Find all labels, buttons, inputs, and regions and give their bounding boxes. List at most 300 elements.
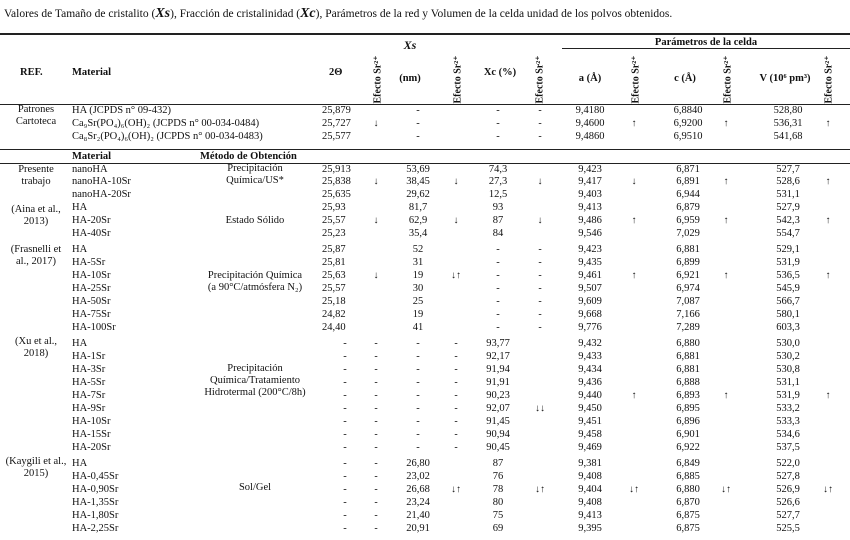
- xs-cell: -: [416, 429, 420, 440]
- two-theta-cell: -: [343, 510, 347, 521]
- efecto-cell: ↓: [631, 176, 637, 187]
- material-cell: HA-40Sr: [72, 228, 111, 239]
- ref-label: trabajo: [21, 176, 51, 187]
- header-c: c (Å): [674, 73, 696, 84]
- c-cell: 6,888: [676, 377, 700, 388]
- two-theta-cell: 25,57: [322, 215, 346, 226]
- xc-cell: -: [496, 244, 500, 255]
- c-cell: 7,087: [676, 296, 700, 307]
- xs-cell: 53,69: [406, 164, 430, 175]
- efecto-cell: -: [374, 364, 378, 375]
- xc-cell: 80: [492, 497, 504, 508]
- ref-label: Patrones: [17, 104, 55, 115]
- v-cell: 531,1: [776, 377, 800, 388]
- efecto-cell: ↓↑: [535, 484, 545, 495]
- material-cell: HA-1,80Sr: [72, 510, 119, 521]
- material-cell: nanoHA-20Sr: [72, 189, 131, 200]
- xc-cell: -: [496, 131, 500, 142]
- c-cell: 6,875: [676, 510, 700, 521]
- header-efecto-5: Efecto Sr²⁺: [722, 55, 734, 104]
- a-cell: 9,408: [578, 497, 602, 508]
- v-cell: 554,7: [776, 228, 800, 239]
- xc-cell: 69: [492, 523, 504, 534]
- material-cell: HA-50Sr: [72, 296, 111, 307]
- xs-cell: -: [416, 442, 420, 453]
- v-cell: 526,6: [776, 497, 800, 508]
- v-cell: 536,5: [776, 270, 800, 281]
- caption-text: ), Fracción de cristalinidad (: [170, 8, 301, 20]
- c-cell: 6,879: [676, 202, 700, 213]
- two-theta-cell: -: [343, 338, 347, 349]
- two-theta-cell: 25,87: [322, 244, 346, 255]
- c-cell: 6,922: [676, 442, 700, 453]
- two-theta-cell: -: [343, 429, 347, 440]
- two-theta-cell: 24,82: [322, 309, 346, 320]
- header-efecto-2: Efecto Sr²⁺: [452, 55, 464, 104]
- two-theta-cell: 25,57: [322, 283, 346, 294]
- efecto-cell: -: [374, 351, 378, 362]
- a-cell: 9,450: [578, 403, 602, 414]
- efecto-cell: -: [374, 429, 378, 440]
- xs-cell: 26,80: [406, 458, 430, 469]
- xs-cell: -: [416, 105, 420, 116]
- a-cell: 9,413: [578, 510, 602, 521]
- xs-cell: -: [416, 118, 420, 129]
- xs-cell: 41: [412, 322, 424, 333]
- ref-label: (Frasnelli et: [10, 244, 62, 255]
- c-cell: 6,944: [676, 189, 700, 200]
- two-theta-cell: -: [343, 484, 347, 495]
- ref-label: 2013): [23, 216, 49, 227]
- two-theta-cell: -: [343, 390, 347, 401]
- v-cell: 534,6: [776, 429, 800, 440]
- efecto-cell: -: [538, 105, 542, 116]
- v-cell: 531,9: [776, 390, 800, 401]
- efecto-cell: ↓: [453, 176, 459, 187]
- xc-cell: 76: [492, 471, 504, 482]
- a-cell: 9,436: [578, 377, 602, 388]
- material-cell: HA: [72, 338, 88, 349]
- efecto-cell: -: [374, 458, 378, 469]
- xs-cell: 35,4: [408, 228, 428, 239]
- two-theta-cell: -: [343, 458, 347, 469]
- efecto-cell: ↑: [825, 390, 831, 401]
- a-cell: 9,403: [578, 189, 602, 200]
- efecto-cell: -: [538, 270, 542, 281]
- a-cell: 9,435: [578, 257, 602, 268]
- material-cell: HA-5Sr: [72, 377, 106, 388]
- c-cell: 6,921: [676, 270, 700, 281]
- v-cell: 533,3: [776, 416, 800, 427]
- a-cell: 9,609: [578, 296, 602, 307]
- efecto-cell: -: [374, 338, 378, 349]
- v-cell: 541,68: [773, 131, 803, 142]
- c-cell: 6,881: [676, 364, 700, 375]
- a-cell: 9,404: [578, 484, 602, 495]
- a-cell: 9,423: [578, 244, 602, 255]
- xc-cell: 92,07: [486, 403, 510, 414]
- a-cell: 9,461: [578, 270, 602, 281]
- xc-cell: -: [496, 309, 500, 320]
- material-cell: HA-9Sr: [72, 403, 106, 414]
- material-cell: Ca₈Sr₂(PO₄)₆(OH)₂ (JCPDS n° 00-034-0483): [72, 131, 263, 142]
- header-efecto-3: Efecto Sr²⁺: [534, 55, 546, 104]
- v-cell: 525,5: [776, 523, 800, 534]
- c-cell: 7,289: [676, 322, 700, 333]
- material-cell: HA-5Sr: [72, 257, 106, 268]
- ref-label: Presente: [18, 164, 54, 175]
- v-cell: 528,6: [776, 176, 800, 187]
- a-cell: 9,4180: [575, 105, 605, 116]
- efecto-cell: ↓↑: [451, 484, 461, 495]
- xs-cell: 25: [412, 296, 424, 307]
- c-cell: 6,875: [676, 523, 700, 534]
- xc-cell: 87: [492, 458, 504, 469]
- xc-cell: 90,23: [486, 390, 510, 401]
- header-xs: Xs: [403, 38, 417, 52]
- v-cell: 527,7: [776, 164, 800, 175]
- c-cell: 6,893: [676, 390, 700, 401]
- v-cell: 603,3: [776, 322, 800, 333]
- two-theta-cell: 25,23: [322, 228, 346, 239]
- method-label: (a 90°C/atmósfera N₂): [207, 282, 303, 293]
- v-cell: 542,3: [776, 215, 800, 226]
- xc-cell: 27,3: [488, 176, 508, 187]
- material-cell: HA-2,25Sr: [72, 523, 119, 534]
- xs-cell: -: [416, 338, 420, 349]
- xc-cell: -: [496, 283, 500, 294]
- xs-cell: 81,7: [408, 202, 428, 213]
- two-theta-cell: 25,18: [322, 296, 346, 307]
- efecto-cell: -: [454, 442, 458, 453]
- xc-cell: 91,94: [486, 364, 510, 375]
- material-cell: HA-1,35Sr: [72, 497, 119, 508]
- xc-cell: 75: [492, 510, 504, 521]
- a-cell: 9,546: [578, 228, 602, 239]
- efecto-cell: -: [454, 377, 458, 388]
- c-cell: 6,881: [676, 244, 700, 255]
- c-cell: 6,899: [676, 257, 700, 268]
- material-cell: HA-10Sr: [72, 416, 111, 427]
- xc-cell: 12,5: [488, 189, 508, 200]
- xc-cell: -: [496, 322, 500, 333]
- method-label: Química/Tratamiento: [209, 375, 300, 386]
- efecto-cell: -: [538, 244, 542, 255]
- v-cell: 545,9: [776, 283, 800, 294]
- header-efecto-1: Efecto Sr²⁺: [372, 55, 384, 104]
- efecto-cell: -: [454, 351, 458, 362]
- xc-cell: -: [496, 257, 500, 268]
- xs-cell: 23,02: [406, 471, 430, 482]
- xs-cell: 38,45: [406, 176, 430, 187]
- xs-cell: 19: [412, 309, 424, 320]
- xc-cell: 91,45: [486, 416, 510, 427]
- two-theta-cell: 24,40: [322, 322, 346, 333]
- caption-text: ), Parámetros de la red y Volumen de la celda unidad de los polvos obtenidos.: [315, 8, 673, 20]
- efecto-cell: -: [454, 429, 458, 440]
- v-cell: 527,8: [776, 471, 800, 482]
- efecto-cell: ↓: [537, 215, 543, 226]
- efecto-cell: ↑: [723, 390, 729, 401]
- header-xc: Xc (%): [483, 67, 517, 78]
- xc-cell: 93: [492, 202, 504, 213]
- c-cell: 6,8840: [673, 105, 703, 116]
- ref-label: Cartoteca: [15, 116, 57, 127]
- ref-label: 2015): [23, 468, 49, 479]
- two-theta-cell: -: [343, 471, 347, 482]
- efecto-cell: ↓: [373, 176, 379, 187]
- efecto-cell: ↑: [631, 270, 637, 281]
- top-rule: [0, 33, 850, 35]
- v-cell: 530,0: [776, 338, 800, 349]
- c-cell: 6,871: [676, 164, 700, 175]
- header-efecto-4: Efecto Sr²⁺: [630, 55, 642, 104]
- a-cell: 9,4860: [575, 131, 605, 142]
- material-cell: HA-1Sr: [72, 351, 106, 362]
- two-theta-cell: -: [343, 416, 347, 427]
- efecto-cell: -: [538, 131, 542, 142]
- material-cell: HA-100Sr: [72, 322, 116, 333]
- subheader-metodo: Método de Obtención: [200, 151, 297, 162]
- material-cell: HA: [72, 202, 88, 213]
- c-cell: 6,974: [676, 283, 700, 294]
- efecto-cell: -: [374, 403, 378, 414]
- two-theta-cell: -: [343, 403, 347, 414]
- xs-cell: 52: [412, 244, 424, 255]
- celda-group-rule: [562, 48, 850, 49]
- efecto-cell: -: [538, 296, 542, 307]
- efecto-cell: -: [538, 309, 542, 320]
- two-theta-cell: 25,838: [322, 176, 351, 187]
- efecto-cell: -: [374, 484, 378, 495]
- ref-label: (Kaygili et al.,: [5, 456, 67, 467]
- xs-cell: 29,62: [406, 189, 430, 200]
- subheader-material: Material: [72, 151, 112, 162]
- two-theta-cell: -: [343, 364, 347, 375]
- a-cell: 9,408: [578, 471, 602, 482]
- xc-cell: -: [496, 118, 500, 129]
- xs-cell: -: [416, 131, 420, 142]
- v-cell: 530,8: [776, 364, 800, 375]
- c-cell: 6,896: [676, 416, 700, 427]
- v-cell: 531,1: [776, 189, 800, 200]
- c-cell: 6,959: [676, 215, 700, 226]
- xs-cell: -: [416, 390, 420, 401]
- method-label: Precipitación: [227, 363, 283, 374]
- c-cell: 6,895: [676, 403, 700, 414]
- v-cell: 536,31: [773, 118, 803, 129]
- v-cell: 528,80: [773, 105, 803, 116]
- xs-cell: -: [416, 377, 420, 388]
- efecto-cell: ↑: [825, 176, 831, 187]
- v-cell: 527,7: [776, 510, 800, 521]
- two-theta-cell: 25,577: [322, 131, 351, 142]
- a-cell: 9,381: [578, 458, 602, 469]
- xc-cell: -: [496, 270, 500, 281]
- header-xs-unit: (nm): [399, 73, 421, 84]
- efecto-cell: -: [538, 283, 542, 294]
- xc-cell: 91,91: [486, 377, 510, 388]
- caption-text: Valores de Tamaño de cristalito (: [4, 8, 156, 20]
- efecto-cell: -: [454, 416, 458, 427]
- a-cell: 9,433: [578, 351, 602, 362]
- a-cell: 9,432: [578, 338, 602, 349]
- efecto-cell: ↓: [537, 176, 543, 187]
- c-cell: 6,849: [676, 458, 700, 469]
- v-cell: 531,9: [776, 257, 800, 268]
- two-theta-cell: 25,727: [322, 118, 351, 129]
- xs-cell: 19: [412, 270, 424, 281]
- xs-cell: 30: [412, 283, 424, 294]
- v-cell: 526,9: [776, 484, 800, 495]
- material-cell: nanoHA: [72, 164, 108, 175]
- ref-label: (Xu et al.,: [15, 336, 57, 347]
- two-theta-cell: 25,63: [322, 270, 346, 281]
- a-cell: 9,458: [578, 429, 602, 440]
- c-cell: 6,880: [676, 338, 700, 349]
- two-theta-cell: -: [343, 351, 347, 362]
- a-cell: 9,417: [578, 176, 602, 187]
- xc-cell: 78: [492, 484, 504, 495]
- c-cell: 7,166: [676, 309, 700, 320]
- efecto-cell: ↑: [825, 270, 831, 281]
- header-ref: REF.: [20, 67, 43, 78]
- efecto-cell: -: [374, 471, 378, 482]
- efecto-cell: -: [374, 442, 378, 453]
- efecto-cell: ↓↑: [823, 484, 833, 495]
- a-cell: 9,440: [578, 390, 602, 401]
- efecto-cell: ↑: [825, 215, 831, 226]
- a-cell: 9,413: [578, 202, 602, 213]
- header-efecto-6: Efecto Sr²⁺: [823, 55, 835, 104]
- efecto-cell: ↑: [723, 118, 729, 129]
- material-cell: HA-7Sr: [72, 390, 106, 401]
- header-two-theta: 2Θ: [329, 67, 343, 78]
- xc-cell: 74,3: [488, 164, 508, 175]
- c-cell: 6,880: [676, 484, 700, 495]
- ref-label: al., 2017): [16, 256, 56, 267]
- xs-symbol: Xs: [155, 6, 171, 21]
- material-cell: HA-20Sr: [72, 215, 111, 226]
- c-cell: 6,891: [676, 176, 700, 187]
- xs-cell: -: [416, 351, 420, 362]
- efecto-cell: -: [374, 416, 378, 427]
- c-cell: 6,9200: [673, 118, 703, 129]
- c-cell: 6,901: [676, 429, 700, 440]
- v-cell: 580,1: [776, 309, 800, 320]
- method-label: Precipitación: [227, 163, 283, 174]
- two-theta-cell: 25,879: [322, 105, 351, 116]
- v-cell: 537,5: [776, 442, 800, 453]
- a-cell: 9,469: [578, 442, 602, 453]
- efecto-cell: -: [374, 377, 378, 388]
- a-cell: 9,434: [578, 364, 602, 375]
- xc-cell: 84: [492, 228, 504, 239]
- two-theta-cell: -: [343, 442, 347, 453]
- two-theta-cell: 25,913: [322, 164, 351, 175]
- standards-rule: [0, 149, 850, 150]
- material-cell: HA-75Sr: [72, 309, 111, 320]
- efecto-cell: ↑: [631, 118, 637, 129]
- table-caption: [4, 6, 672, 22]
- two-theta-cell: -: [343, 523, 347, 534]
- efecto-cell: -: [454, 390, 458, 401]
- xc-cell: 90,94: [486, 429, 510, 440]
- a-cell: 9,668: [578, 309, 602, 320]
- xs-cell: 62,9: [408, 215, 428, 226]
- v-cell: 530,2: [776, 351, 800, 362]
- efecto-cell: ↓: [373, 215, 379, 226]
- a-cell: 9,395: [578, 523, 602, 534]
- efecto-cell: ↑: [825, 118, 831, 129]
- two-theta-cell: -: [343, 377, 347, 388]
- xc-cell: 87: [492, 215, 504, 226]
- material-cell: HA-15Sr: [72, 429, 111, 440]
- a-cell: 9,776: [578, 322, 602, 333]
- a-cell: 9,423: [578, 164, 602, 175]
- material-cell: HA-20Sr: [72, 442, 111, 453]
- material-cell: HA-10Sr: [72, 270, 111, 281]
- xs-cell: 31: [412, 257, 424, 268]
- c-cell: 6,870: [676, 497, 700, 508]
- two-theta-cell: 25,81: [322, 257, 346, 268]
- efecto-cell: -: [538, 322, 542, 333]
- efecto-cell: -: [374, 510, 378, 521]
- v-cell: 527,9: [776, 202, 800, 213]
- xc-cell: 93,77: [486, 338, 510, 349]
- efecto-cell: -: [374, 523, 378, 534]
- material-cell: HA-3Sr: [72, 364, 106, 375]
- header-a: a (Å): [578, 73, 602, 84]
- c-cell: 6,885: [676, 471, 700, 482]
- method-label: Estado Sólido: [225, 215, 285, 226]
- efecto-cell: ↓↑: [629, 484, 639, 495]
- material-cell: HA-25Sr: [72, 283, 111, 294]
- v-cell: 529,1: [776, 244, 800, 255]
- efecto-cell: ↓: [373, 118, 379, 129]
- xs-cell: 23,24: [406, 497, 430, 508]
- efecto-cell: ↑: [631, 390, 637, 401]
- a-cell: 9,507: [578, 283, 602, 294]
- c-cell: 7,029: [676, 228, 700, 239]
- c-cell: 6,881: [676, 351, 700, 362]
- xc-cell: 92,17: [486, 351, 510, 362]
- efecto-cell: ↓↓: [535, 403, 545, 414]
- header-celda-group: Parámetros de la celda: [654, 37, 758, 48]
- a-cell: 9,486: [578, 215, 602, 226]
- xs-cell: 21,40: [406, 510, 430, 521]
- xs-cell: -: [416, 416, 420, 427]
- xs-cell: -: [416, 364, 420, 375]
- xc-symbol: Xc: [300, 6, 316, 21]
- v-cell: 533,2: [776, 403, 800, 414]
- efecto-cell: -: [374, 497, 378, 508]
- a-cell: 9,4600: [575, 118, 605, 129]
- two-theta-cell: 25,93: [322, 202, 346, 213]
- header-material: Material: [72, 67, 112, 78]
- ref-label: (Aina et al.,: [11, 204, 61, 215]
- a-cell: 9,451: [578, 416, 602, 427]
- efecto-cell: -: [454, 403, 458, 414]
- v-cell: 566,7: [776, 296, 800, 307]
- xs-cell: -: [416, 403, 420, 414]
- c-cell: 6,9510: [673, 131, 703, 142]
- material-cell: HA: [72, 244, 88, 255]
- material-cell: HA: [72, 458, 88, 469]
- ref-label: 2018): [23, 348, 49, 359]
- method-label: Precipitación Química: [207, 270, 303, 281]
- efecto-cell: -: [374, 390, 378, 401]
